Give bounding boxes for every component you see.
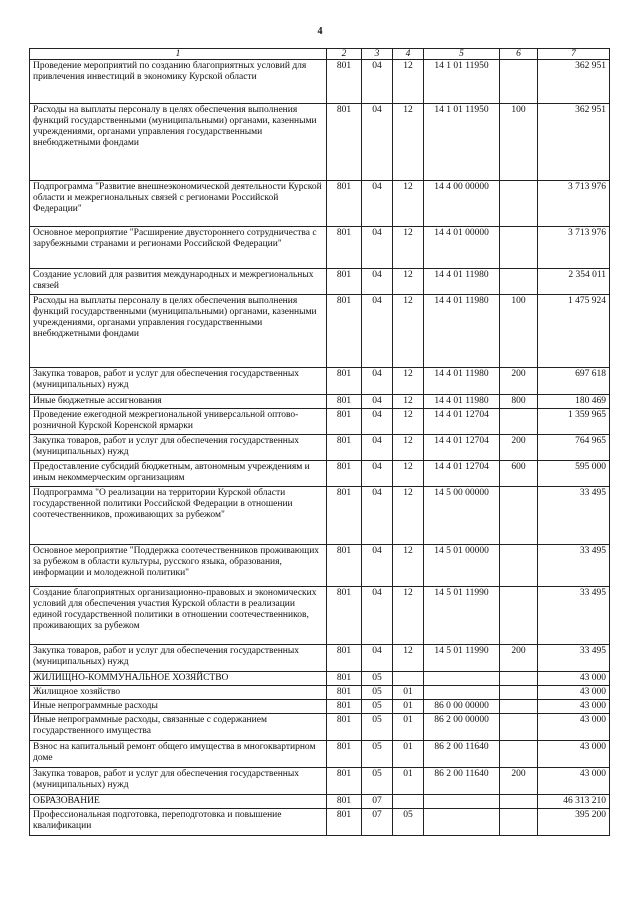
row-ministry-code: 801 bbox=[327, 700, 362, 714]
row-expense-type: 100 bbox=[500, 104, 538, 181]
row-section-code: 05 bbox=[362, 686, 393, 700]
row-amount: 33 495 bbox=[538, 487, 610, 545]
row-section-code: 04 bbox=[362, 435, 393, 461]
row-amount: 180 469 bbox=[538, 395, 610, 409]
row-expense-type: 200 bbox=[500, 435, 538, 461]
row-name: Расходы на выплаты персоналу в целях обеспечения выполнения функций государственными (муниципальными) органами, казенными учреждениями, органами управления государственными внебюджетными фондами bbox=[30, 104, 327, 181]
row-subsection-code: 12 bbox=[393, 587, 424, 645]
row-subsection-code: 12 bbox=[393, 60, 424, 104]
row-target-code: 14 1 01 11950 bbox=[424, 60, 500, 104]
row-amount: 43 000 bbox=[538, 672, 610, 686]
row-target-code: 14 4 01 00000 bbox=[424, 227, 500, 269]
row-section-code: 05 bbox=[362, 714, 393, 741]
row-expense-type bbox=[500, 714, 538, 741]
table-row bbox=[30, 714, 610, 741]
row-target-code: 14 4 01 11980 bbox=[424, 395, 500, 409]
row-subsection-code bbox=[393, 672, 424, 686]
table-row bbox=[30, 768, 610, 795]
table-row bbox=[30, 795, 610, 809]
row-name: Предоставление субсидий бюджетным, автономным учреждениям и иным некоммерческим организациям bbox=[30, 461, 327, 487]
row-subsection-code: 12 bbox=[393, 104, 424, 181]
row-name: Иные непрограммные расходы bbox=[30, 700, 327, 714]
table-row bbox=[30, 645, 610, 672]
row-name: Основное мероприятие "Поддержка соотечественников проживающих за рубежом в области культуры, русского языка, образования, информации и молодежной политики" bbox=[30, 545, 327, 587]
row-amount: 3 713 976 bbox=[538, 181, 610, 227]
row-amount: 395 200 bbox=[538, 809, 610, 836]
row-amount: 764 965 bbox=[538, 435, 610, 461]
header-row bbox=[30, 49, 610, 60]
row-subsection-code: 01 bbox=[393, 741, 424, 768]
row-name: Подпрограмма "О реализации на территории Курской области государственной политики Российской Федерации в отношении соотечественников, проживающих за рубежом" bbox=[30, 487, 327, 545]
row-subsection-code: 12 bbox=[393, 368, 424, 395]
row-section-code: 04 bbox=[362, 227, 393, 269]
table-row bbox=[30, 545, 610, 587]
table-row bbox=[30, 587, 610, 645]
row-subsection-code: 12 bbox=[393, 181, 424, 227]
row-target-code bbox=[424, 809, 500, 836]
row-amount: 33 495 bbox=[538, 587, 610, 645]
row-target-code: 14 4 01 12704 bbox=[424, 409, 500, 435]
row-expense-type bbox=[500, 686, 538, 700]
row-expense-type: 600 bbox=[500, 461, 538, 487]
row-section-code: 04 bbox=[362, 587, 393, 645]
row-expense-type bbox=[500, 700, 538, 714]
row-subsection-code: 01 bbox=[393, 714, 424, 741]
row-ministry-code: 801 bbox=[327, 645, 362, 672]
row-ministry-code: 801 bbox=[327, 409, 362, 435]
row-section-code: 04 bbox=[362, 409, 393, 435]
row-section-code: 04 bbox=[362, 104, 393, 181]
row-ministry-code: 801 bbox=[327, 741, 362, 768]
row-expense-type: 200 bbox=[500, 645, 538, 672]
row-subsection-code: 05 bbox=[393, 809, 424, 836]
row-name: Расходы на выплаты персоналу в целях обеспечения выполнения функций государственными (муниципальными) органами, казенными учреждениями, органами управления государственными внебюджетными фондами bbox=[30, 295, 327, 368]
row-subsection-code: 01 bbox=[393, 686, 424, 700]
row-amount: 362 951 bbox=[538, 104, 610, 181]
row-ministry-code: 801 bbox=[327, 269, 362, 295]
row-name: ОБРАЗОВАНИЕ bbox=[30, 795, 327, 809]
row-ministry-code: 801 bbox=[327, 795, 362, 809]
row-subsection-code: 12 bbox=[393, 487, 424, 545]
row-target-code: 86 0 00 00000 bbox=[424, 700, 500, 714]
table-row bbox=[30, 104, 610, 181]
table-row bbox=[30, 487, 610, 545]
table-row bbox=[30, 60, 610, 104]
row-expense-type bbox=[500, 181, 538, 227]
row-target-code: 14 1 01 11950 bbox=[424, 104, 500, 181]
row-expense-type bbox=[500, 60, 538, 104]
row-name: Жилищное хозяйство bbox=[30, 686, 327, 700]
row-expense-type bbox=[500, 587, 538, 645]
row-expense-type bbox=[500, 795, 538, 809]
row-amount: 33 495 bbox=[538, 645, 610, 672]
row-name: Проведение ежегодной межрегиональной универсальной оптово-розничной Курской Коренской ярмарки bbox=[30, 409, 327, 435]
row-subsection-code: 12 bbox=[393, 269, 424, 295]
row-expense-type bbox=[500, 809, 538, 836]
row-expense-type bbox=[500, 269, 538, 295]
row-amount: 3 713 976 bbox=[538, 227, 610, 269]
row-section-code: 05 bbox=[362, 768, 393, 795]
row-subsection-code: 12 bbox=[393, 395, 424, 409]
row-expense-type bbox=[500, 545, 538, 587]
row-amount: 43 000 bbox=[538, 700, 610, 714]
row-name: Взнос на капитальный ремонт общего имущества в многоквартирном доме bbox=[30, 741, 327, 768]
row-ministry-code: 801 bbox=[327, 768, 362, 795]
row-name: Основное мероприятие "Расширение двустороннего сотрудничества с зарубежными странами и регионами Российской Федерации" bbox=[30, 227, 327, 269]
row-amount: 1 359 965 bbox=[538, 409, 610, 435]
row-amount: 1 475 924 bbox=[538, 295, 610, 368]
row-name: Подпрограмма "Развитие внешнеэкономической деятельности Курской области и межрегиональных связей с регионами Российской Федерации" bbox=[30, 181, 327, 227]
row-ministry-code: 801 bbox=[327, 181, 362, 227]
row-name: Закупка товаров, работ и услуг для обеспечения государственных (муниципальных) нужд bbox=[30, 645, 327, 672]
col-header-6: 6 bbox=[500, 49, 538, 60]
row-name: Закупка товаров, работ и услуг для обеспечения государственных (муниципальных) нужд bbox=[30, 368, 327, 395]
row-section-code: 04 bbox=[362, 368, 393, 395]
row-ministry-code: 801 bbox=[327, 545, 362, 587]
row-section-code: 04 bbox=[362, 60, 393, 104]
row-ministry-code: 801 bbox=[327, 686, 362, 700]
row-name: Профессиональная подготовка, переподготовка и повышение квалификации bbox=[30, 809, 327, 836]
row-ministry-code: 801 bbox=[327, 435, 362, 461]
row-subsection-code: 12 bbox=[393, 461, 424, 487]
row-ministry-code: 801 bbox=[327, 809, 362, 836]
row-amount: 362 951 bbox=[538, 60, 610, 104]
row-section-code: 05 bbox=[362, 672, 393, 686]
table-row bbox=[30, 295, 610, 368]
col-header-3: 3 bbox=[362, 49, 393, 60]
row-section-code: 05 bbox=[362, 700, 393, 714]
row-subsection-code: 12 bbox=[393, 645, 424, 672]
row-subsection-code: 12 bbox=[393, 409, 424, 435]
row-section-code: 04 bbox=[362, 395, 393, 409]
col-header-5: 5 bbox=[424, 49, 500, 60]
row-ministry-code: 801 bbox=[327, 587, 362, 645]
row-target-code: 14 4 01 11980 bbox=[424, 368, 500, 395]
row-name: Закупка товаров, работ и услуг для обеспечения государственных (муниципальных) нужд bbox=[30, 768, 327, 795]
row-target-code: 86 2 00 11640 bbox=[424, 741, 500, 768]
row-ministry-code: 801 bbox=[327, 60, 362, 104]
row-target-code bbox=[424, 672, 500, 686]
row-amount: 43 000 bbox=[538, 686, 610, 700]
row-ministry-code: 801 bbox=[327, 295, 362, 368]
table-row bbox=[30, 435, 610, 461]
row-name: Проведение мероприятий по созданию благоприятных условий для привлечения инвестиций в экономику Курской области bbox=[30, 60, 327, 104]
row-ministry-code: 801 bbox=[327, 395, 362, 409]
row-target-code: 14 4 01 12704 bbox=[424, 435, 500, 461]
row-amount: 595 000 bbox=[538, 461, 610, 487]
row-name: Закупка товаров, работ и услуг для обеспечения государственных (муниципальных) нужд bbox=[30, 435, 327, 461]
row-name: Иные бюджетные ассигнования bbox=[30, 395, 327, 409]
row-section-code: 07 bbox=[362, 809, 393, 836]
row-section-code: 04 bbox=[362, 181, 393, 227]
row-subsection-code: 01 bbox=[393, 700, 424, 714]
row-ministry-code: 801 bbox=[327, 487, 362, 545]
row-section-code: 04 bbox=[362, 645, 393, 672]
row-ministry-code: 801 bbox=[327, 368, 362, 395]
table-row bbox=[30, 700, 610, 714]
row-amount: 43 000 bbox=[538, 714, 610, 741]
col-header-7: 7 bbox=[538, 49, 610, 60]
row-expense-type bbox=[500, 672, 538, 686]
row-subsection-code bbox=[393, 795, 424, 809]
table-row bbox=[30, 809, 610, 836]
row-subsection-code: 12 bbox=[393, 227, 424, 269]
row-amount: 697 618 bbox=[538, 368, 610, 395]
row-subsection-code: 12 bbox=[393, 435, 424, 461]
row-ministry-code: 801 bbox=[327, 672, 362, 686]
row-name: ЖИЛИЩНО-КОММУНАЛЬНОЕ ХОЗЯЙСТВО bbox=[30, 672, 327, 686]
row-name: Создание благоприятных организационно-правовых и экономических условий для обеспечения участия Курской области в реализации единой государственной политики в отношении соотечественников, проживающих за рубежом bbox=[30, 587, 327, 645]
row-target-code: 14 5 01 00000 bbox=[424, 545, 500, 587]
row-subsection-code: 01 bbox=[393, 768, 424, 795]
budget-table bbox=[29, 48, 610, 836]
row-section-code: 04 bbox=[362, 269, 393, 295]
row-amount: 43 000 bbox=[538, 741, 610, 768]
row-expense-type bbox=[500, 227, 538, 269]
table-row bbox=[30, 686, 610, 700]
row-target-code: 14 4 01 11980 bbox=[424, 295, 500, 368]
row-amount: 43 000 bbox=[538, 768, 610, 795]
table-row bbox=[30, 181, 610, 227]
table-row bbox=[30, 368, 610, 395]
table-row bbox=[30, 409, 610, 435]
row-subsection-code: 12 bbox=[393, 295, 424, 368]
row-expense-type bbox=[500, 741, 538, 768]
col-header-1: 1 bbox=[30, 49, 327, 60]
row-expense-type: 200 bbox=[500, 368, 538, 395]
page-number: 4 bbox=[317, 26, 323, 37]
col-header-2: 2 bbox=[327, 49, 362, 60]
table-row bbox=[30, 395, 610, 409]
row-target-code: 14 5 01 11990 bbox=[424, 587, 500, 645]
row-target-code: 14 4 00 00000 bbox=[424, 181, 500, 227]
row-target-code: 86 2 00 11640 bbox=[424, 768, 500, 795]
row-section-code: 04 bbox=[362, 487, 393, 545]
row-ministry-code: 801 bbox=[327, 461, 362, 487]
row-expense-type bbox=[500, 487, 538, 545]
row-section-code: 04 bbox=[362, 461, 393, 487]
row-ministry-code: 801 bbox=[327, 227, 362, 269]
row-amount: 46 313 210 bbox=[538, 795, 610, 809]
table-row bbox=[30, 672, 610, 686]
row-target-code bbox=[424, 795, 500, 809]
row-target-code: 14 5 01 11990 bbox=[424, 645, 500, 672]
row-ministry-code: 801 bbox=[327, 104, 362, 181]
table-row bbox=[30, 227, 610, 269]
row-ministry-code: 801 bbox=[327, 714, 362, 741]
row-expense-type: 200 bbox=[500, 768, 538, 795]
row-target-code: 86 2 00 00000 bbox=[424, 714, 500, 741]
row-target-code bbox=[424, 686, 500, 700]
row-section-code: 04 bbox=[362, 295, 393, 368]
row-amount: 33 495 bbox=[538, 545, 610, 587]
row-target-code: 14 4 01 12704 bbox=[424, 461, 500, 487]
row-target-code: 14 5 00 00000 bbox=[424, 487, 500, 545]
col-header-4: 4 bbox=[393, 49, 424, 60]
row-subsection-code: 12 bbox=[393, 545, 424, 587]
table-row bbox=[30, 461, 610, 487]
row-name: Создание условий для развития международных и межрегиональных связей bbox=[30, 269, 327, 295]
row-section-code: 07 bbox=[362, 795, 393, 809]
row-section-code: 04 bbox=[362, 545, 393, 587]
row-name: Иные непрограммные расходы, связанные с содержанием государственного имущества bbox=[30, 714, 327, 741]
row-section-code: 05 bbox=[362, 741, 393, 768]
table-row bbox=[30, 741, 610, 768]
row-expense-type bbox=[500, 409, 538, 435]
row-expense-type: 100 bbox=[500, 295, 538, 368]
row-amount: 2 354 011 bbox=[538, 269, 610, 295]
table-row bbox=[30, 269, 610, 295]
row-target-code: 14 4 01 11980 bbox=[424, 269, 500, 295]
row-expense-type: 800 bbox=[500, 395, 538, 409]
